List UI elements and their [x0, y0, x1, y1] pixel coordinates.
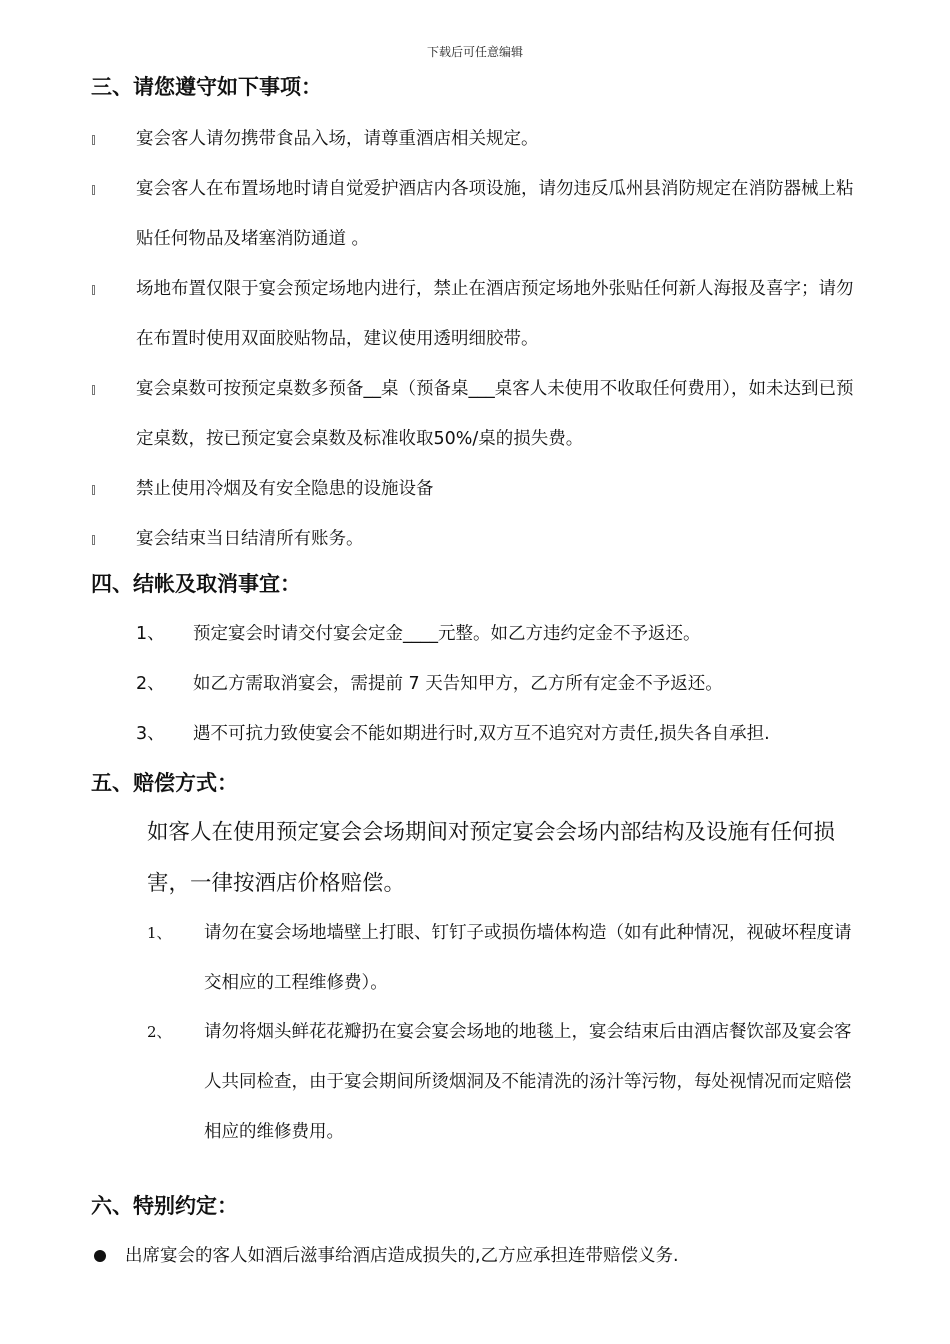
list-item-text: 出席宴会的客人如酒后滋事给酒店造成损失的,乙方应承担连带赔偿义务. — [125, 1246, 679, 1266]
list-item-text: 宴会客人在布置场地时请自觉爱护酒店内各项设施，请勿违反瓜州县消防规定在消防器械上粘贴任何物品及堵塞消防通道 。 — [136, 179, 854, 249]
bullet-icon — [91, 385, 96, 396]
compensation-intro: 如客人在使用预定宴会会场期间对预定宴会会场内部结构及设施有任何损害，一律按酒店价格赔偿。 — [147, 820, 836, 896]
bullet-icon — [91, 185, 96, 196]
item-number: 2、 — [147, 1023, 172, 1041]
item-text: 请勿在宴会场地墙壁上打眼、钉钉子或损伤墙体构造（如有此种情况，视破坏程度请交相应的工程维修费）。 — [204, 923, 852, 993]
item-text: 如乙方需取消宴会，需提前 7 天告知甲方，乙方所有定金不予返还。 — [193, 674, 723, 694]
page-header: 下载后可任意编辑 — [426, 45, 523, 59]
bullet-icon — [91, 135, 96, 146]
list-item-text: 禁止使用冷烟及有安全隐患的设施设备 — [136, 479, 434, 499]
bullet-icon — [91, 535, 96, 546]
item-text: 遇不可抗力致使宴会不能如期进行时,双方互不追究对方责任,损失各自承担. — [193, 724, 770, 744]
item-text: 预定宴会时请交付宴会定金____元整。如乙方违约定金不予返还。 — [193, 624, 701, 644]
section-6-title: 六、特别约定： — [91, 1194, 238, 1218]
list-item-text: 场地布置仅限于宴会预定场地内进行，禁止在酒店预定场地外张贴任何新人海报及喜字；请勿在布置时使用双面胶贴物品，建议使用透明细胶带。 — [136, 279, 854, 349]
bullet-dot-icon — [94, 1250, 106, 1262]
list-item-text: 宴会桌数可按预定桌数多预备__桌（预备桌___桌客人未使用不收取任何费用），如未达到已预定桌数，按已预定宴会桌数及标准收取50%/桌的损失费。 — [136, 379, 854, 449]
item-number: 1、 — [136, 624, 165, 644]
bullet-icon — [91, 485, 96, 496]
item-number: 3、 — [136, 724, 165, 744]
item-text: 请勿将烟头鲜花花瓣扔在宴会宴会场地的地毯上，宴会结束后由酒店餐饮部及宴会客人共同检查，由于宴会期间所烫烟洞及不能清洗的汤汁等污物，每处视情况而定赔偿相应的维修费用。 — [204, 1022, 852, 1142]
item-number: 2、 — [136, 674, 165, 694]
list-item-text: 宴会客人请勿携带食品入场，请尊重酒店相关规定。 — [136, 129, 539, 149]
section-4-title: 四、结帐及取消事宜： — [91, 572, 301, 596]
list-item-text: 宴会结束当日结清所有账务。 — [136, 529, 364, 549]
bullet-icon — [91, 285, 96, 296]
item-number: 1、 — [147, 924, 172, 942]
section-5-title: 五、赔偿方式： — [91, 771, 238, 795]
section-3-title: 三、请您遵守如下事项： — [91, 75, 322, 99]
